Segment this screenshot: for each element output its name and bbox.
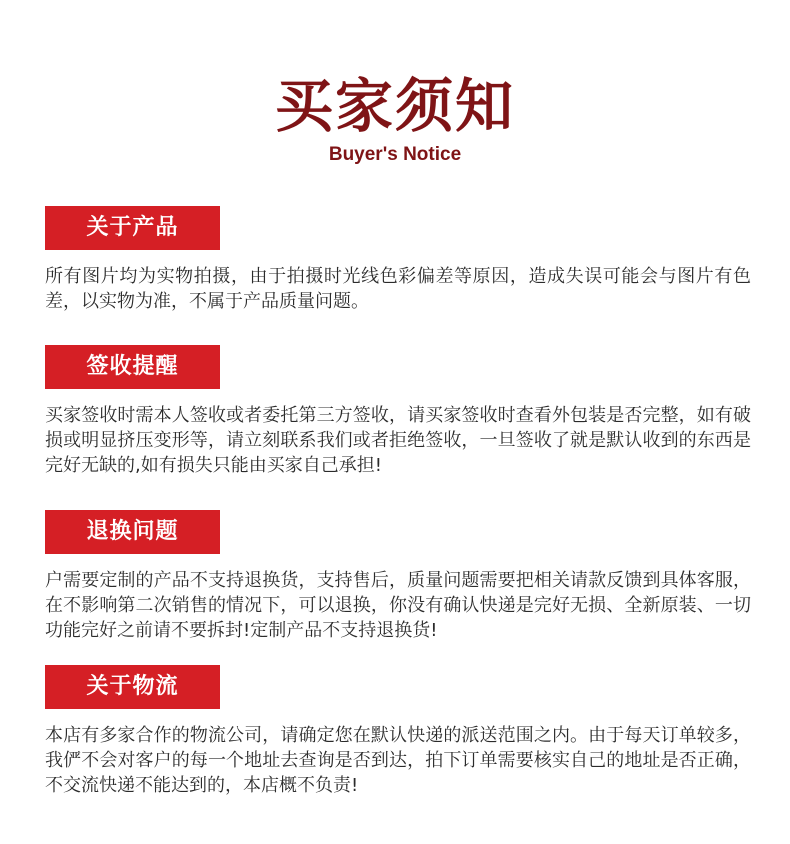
section-label-product: 关于产品 <box>45 206 220 250</box>
section-text-signing: 买家签收时需本人签收或者委托第三方签收，请买家签收时查看外包装是否完整，如有破损或明显挤压变形等，请立刻联系我们或者拒绝签收，一旦签收了就是默认收到的东西是完好无缺的,如有损失只能由买家自己承担! <box>45 405 751 476</box>
section-text-logistics: 本店有多家合作的物流公司，请确定您在默认快递的派送范围之内。由于每天订单较多，我俨不会对客户的每一个地址去查询是否到达，拍下订单需要核实自己的地址是否正确，不交流快递不能达到的，本店概不负责! <box>45 725 751 796</box>
section-label-signing: 签收提醒 <box>45 345 220 389</box>
section-text-product: 所有图片均为实物拍摄，由于拍摄时光线色彩偏差等原因，造成失误可能会与图片有色差，以实物为准，不属于产品质量问题。 <box>45 266 751 312</box>
section-text-returns: 户需要定制的产品不支持退换货，支持售后，质量问题需要把相关请款反馈到具体客服，在不影响第二次销售的情况下，可以退换，你没有确认快递是完好无损、全新原装、一切功能完好之前请不要拆封!定制产品不支持退换货! <box>45 570 751 641</box>
section-label-returns: 退换问题 <box>45 510 220 554</box>
page-subtitle: Buyer's Notice <box>328 144 462 165</box>
page-title: 买家须知 <box>274 72 515 140</box>
section-label-logistics: 关于物流 <box>45 665 220 709</box>
